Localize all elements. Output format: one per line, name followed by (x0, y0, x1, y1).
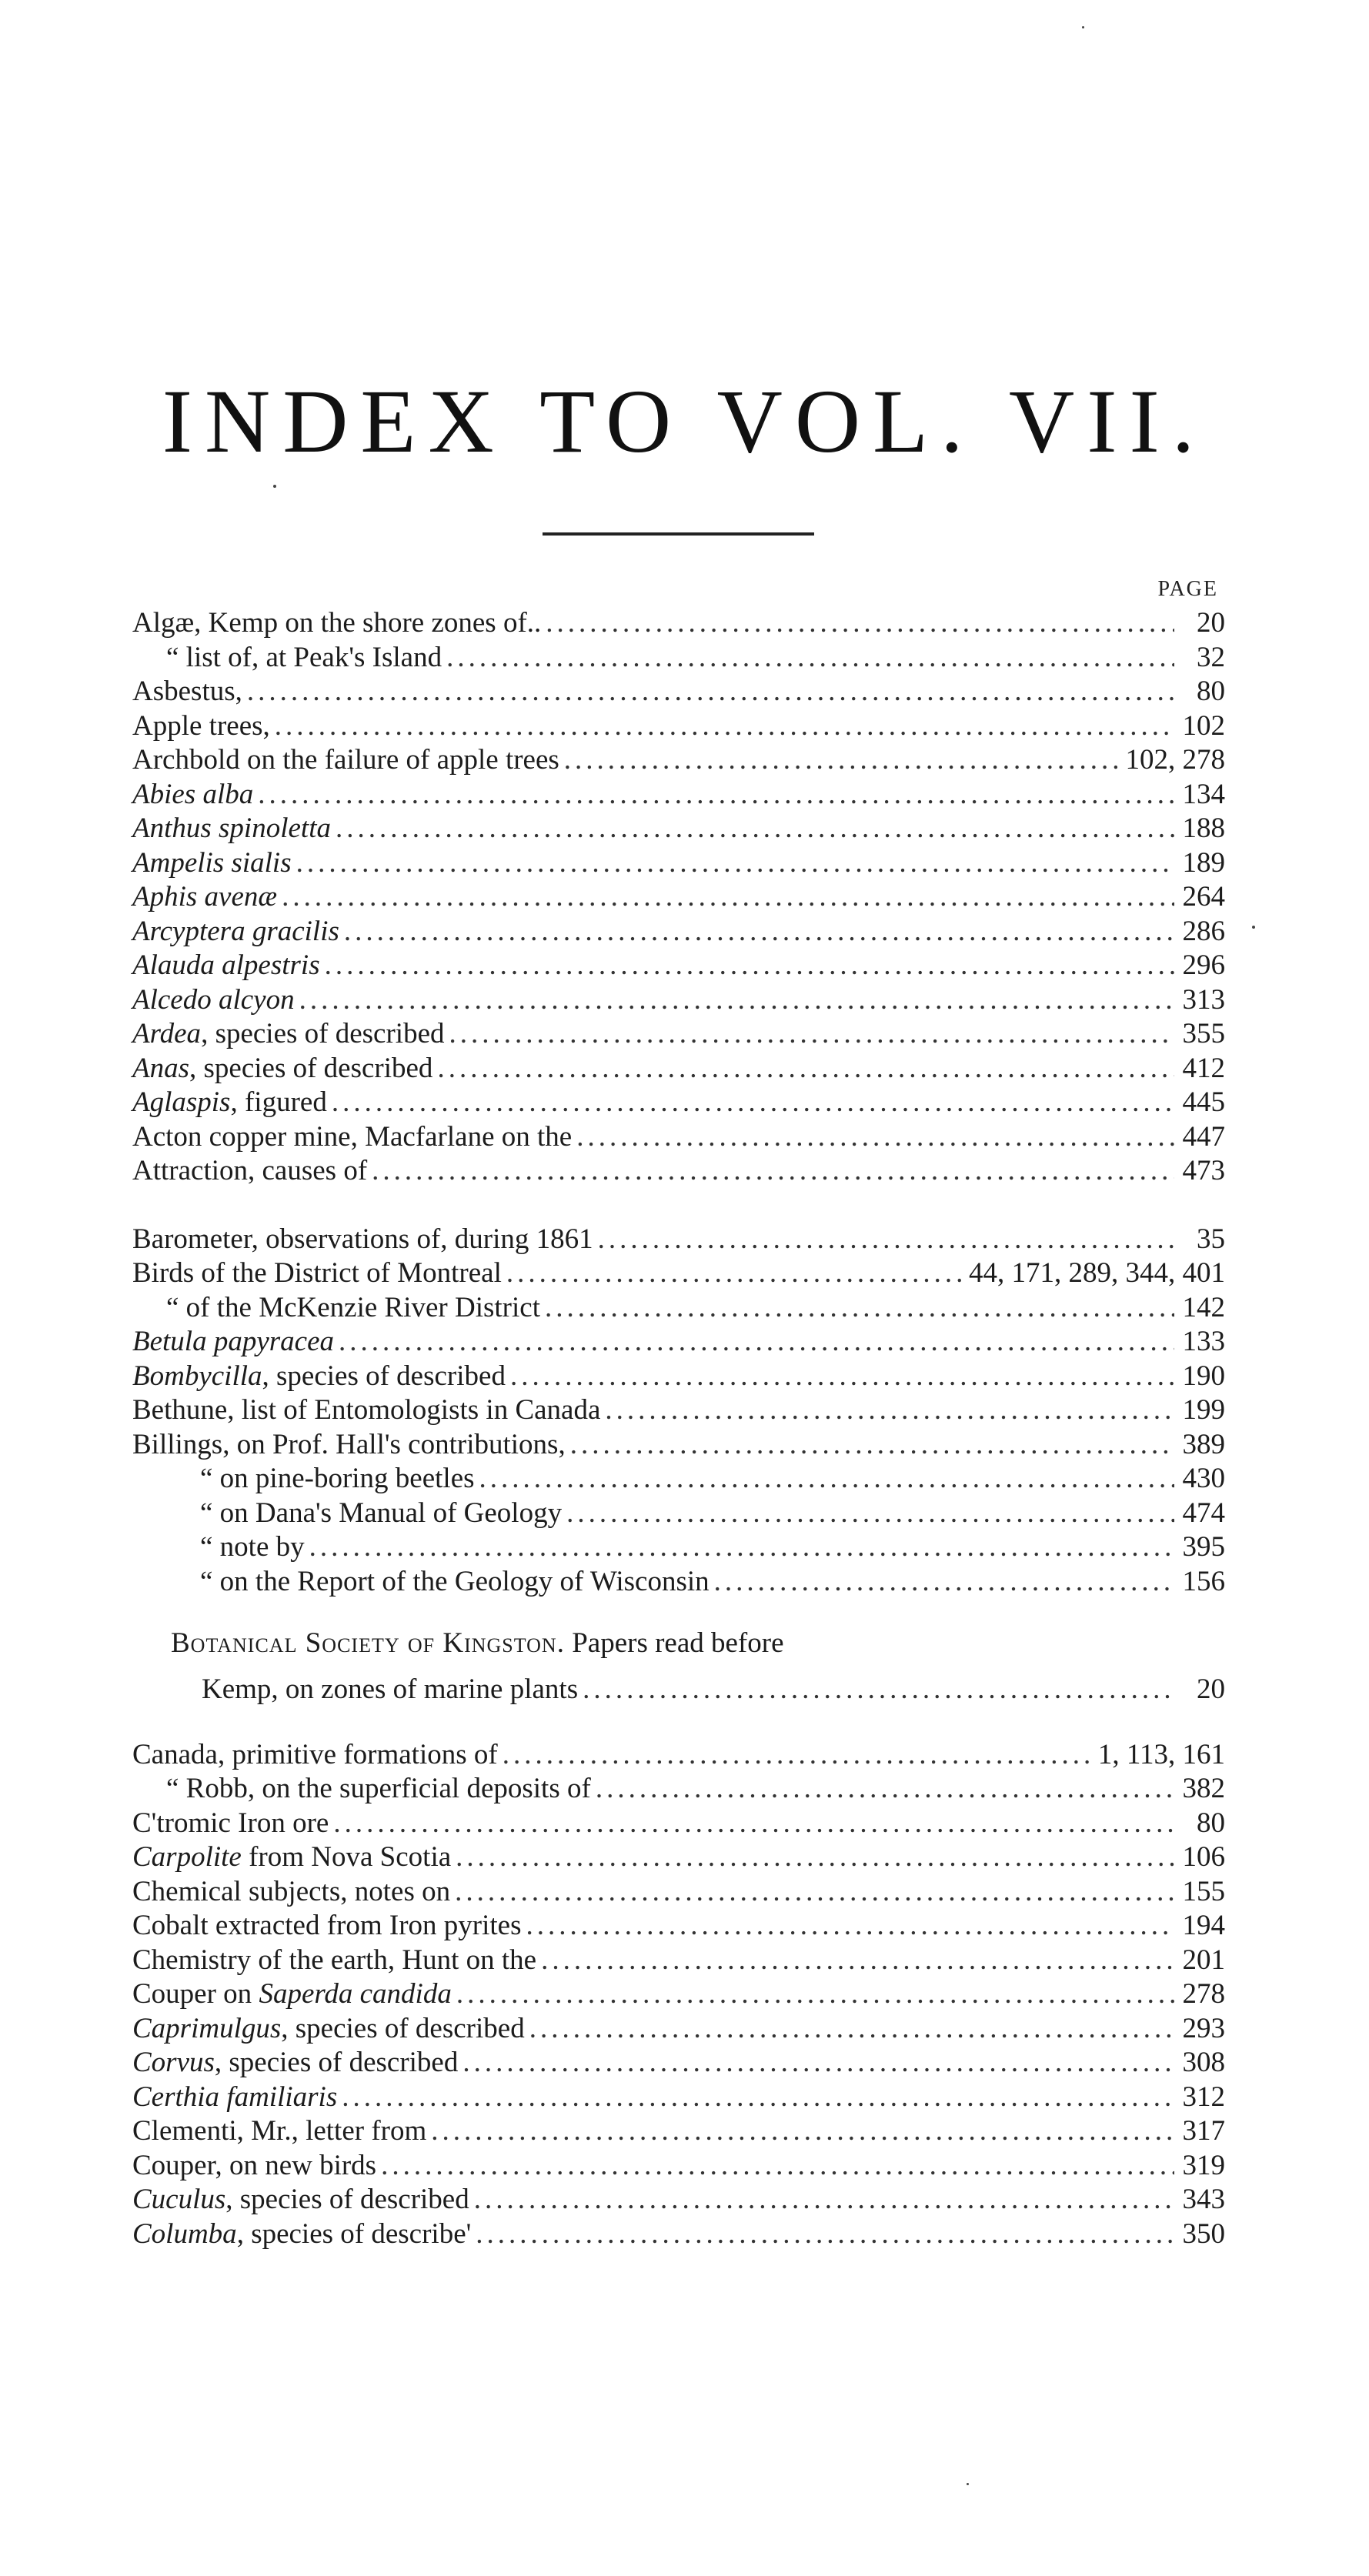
entry-pages: 189 (1182, 846, 1225, 879)
entry-label: Arcyptera gracilis (132, 915, 339, 947)
entry-pages: 312 (1182, 2080, 1225, 2113)
index-entry (132, 1256, 1225, 1291)
entry-pages: 412 (1182, 1052, 1225, 1084)
print-speck (1252, 926, 1255, 929)
entry-label (132, 1360, 506, 1394)
leader-dots (474, 2183, 1174, 2217)
entry-label: Alcedo alcyon (132, 983, 295, 1016)
entry-pages: 313 (1182, 983, 1225, 1016)
leader-dots (275, 709, 1174, 744)
entry-pages: 445 (1182, 1086, 1225, 1118)
entry-text: , species of described (214, 2047, 459, 2078)
index-entry (132, 1875, 1225, 1910)
entry-pages: 389 (1182, 1428, 1225, 1460)
entry-pages: 80 (1197, 1807, 1225, 1839)
leader-dots (456, 1977, 1174, 2012)
print-speck (273, 485, 276, 488)
index-entry (132, 1738, 1225, 1773)
botanical-society-block (132, 1627, 1225, 1707)
entry-label: C'tromic Iron ore (132, 1807, 329, 1839)
leader-dots (437, 1052, 1174, 1086)
leader-dots (372, 1154, 1174, 1189)
index-entry (132, 880, 1225, 915)
leader-dots (546, 606, 1174, 641)
entry-genus: Bombycilla (132, 1360, 262, 1392)
entry-pages: 296 (1182, 949, 1225, 981)
leader-dots (333, 1807, 1174, 1841)
entry-label (132, 2012, 525, 2047)
botanical-heading-name: Botanical Society of Kingston. (171, 1627, 565, 1659)
entry-label: Certhia familiaris (132, 2080, 338, 2113)
entry-pages: 102 (1182, 709, 1225, 742)
leader-dots (714, 1565, 1174, 1600)
index-entry (132, 1462, 1225, 1497)
index-entry (132, 2080, 1225, 2115)
entry-text: from Nova Scotia (241, 1841, 452, 1873)
leader-dots (299, 983, 1174, 1018)
leader-dots (529, 2012, 1174, 2047)
leader-dots (503, 1738, 1094, 1773)
leader-dots (566, 1497, 1174, 1531)
entry-genus: Anas (132, 1052, 189, 1084)
entry-pages: 35 (1197, 1223, 1225, 1255)
entry-text: , species of described (189, 1052, 433, 1084)
entry-label (132, 1840, 451, 1875)
entry-text: , species of describe' (236, 2217, 472, 2250)
index-entry (132, 915, 1225, 949)
leader-dots (336, 812, 1174, 846)
leader-dots (476, 2217, 1174, 2252)
entry-pages: 133 (1182, 1326, 1225, 1357)
leader-dots (332, 1086, 1174, 1120)
entry-genus: Caprimulgus (132, 2012, 282, 2044)
entry-pages: 80 (1197, 676, 1225, 707)
entry-pages: 194 (1182, 1910, 1225, 1941)
entry-label: Alauda alpestris (132, 949, 320, 981)
entry-pages: 1, 113, 161 (1097, 1738, 1225, 1770)
index-entry (132, 983, 1225, 1018)
index-entry (132, 1393, 1225, 1428)
index-entry (132, 1120, 1225, 1155)
entry-label (132, 1017, 445, 1052)
index-entry (132, 1909, 1225, 1944)
entry-label: Chemical subjects, notes on (132, 1875, 451, 1907)
index-entry (132, 709, 1225, 744)
leader-dots (282, 880, 1174, 915)
entry-label (132, 2183, 469, 2217)
index-entry (132, 1944, 1225, 1978)
entry-pages: 350 (1182, 2217, 1225, 2250)
index-entry (132, 641, 1225, 676)
leader-dots (598, 1223, 1174, 1257)
entry-pages: 286 (1182, 915, 1225, 947)
entry-label: Attraction, causes of (132, 1155, 368, 1186)
entry-label: Canada, primitive formations of (132, 1738, 498, 1770)
entry-label: “ of the McKenzie River District (166, 1291, 540, 1323)
entry-label: Birds of the District of Montreal (132, 1257, 502, 1289)
leader-dots (247, 675, 1174, 709)
leader-dots (576, 1120, 1174, 1155)
entry-pages: 134 (1182, 778, 1225, 810)
page-title: INDEX TO VOL. VII. (162, 371, 1207, 472)
entry-label: Acton copper mine, Macfarlane on the (132, 1120, 573, 1153)
index-entry (132, 1673, 1225, 1707)
entry-pages: 20 (1197, 607, 1225, 639)
leader-dots (258, 778, 1174, 813)
entry-label (132, 1977, 452, 2012)
entry-text: Couper on (132, 1978, 259, 2010)
index-entry (132, 949, 1225, 983)
leader-dots (446, 641, 1174, 676)
index-entry (132, 1154, 1225, 1189)
entry-label: Cobalt extracted from Iron pyrites (132, 1910, 522, 1941)
entry-pages: 474 (1182, 1497, 1225, 1529)
entry-label: Apple trees, (132, 709, 270, 742)
entry-pages: 32 (1197, 641, 1225, 673)
leader-dots (381, 2149, 1174, 2184)
entry-pages: 319 (1182, 2149, 1225, 2181)
entry-pages: 102, 278 (1125, 744, 1225, 776)
entry-pages: 156 (1182, 1565, 1225, 1597)
index-entry (132, 1530, 1225, 1565)
entry-genus: Corvus (132, 2047, 215, 2078)
entry-label: “ on Dana's Manual of Geology (200, 1497, 563, 1529)
entry-pages: 106 (1182, 1841, 1225, 1873)
index-section-a (132, 606, 1225, 1189)
entry-pages: 430 (1182, 1463, 1225, 1494)
entry-pages: 20 (1197, 1673, 1225, 1705)
entry-genus: Aglaspis (132, 1086, 231, 1118)
entry-label: “ list of, at Peak's Island (166, 641, 442, 673)
print-speck (967, 2483, 969, 2485)
index-entry (132, 1052, 1225, 1086)
index-entry (132, 2149, 1225, 2184)
index-entry (132, 1017, 1225, 1052)
entry-pages: 317 (1182, 2115, 1225, 2147)
entry-label: “ on the Report of the Geology of Wisconsin (200, 1565, 710, 1597)
index-entry (132, 778, 1225, 813)
entry-text: , species of described (225, 2184, 469, 2215)
entry-pages: 447 (1182, 1120, 1225, 1153)
entry-pages: 293 (1182, 2012, 1225, 2044)
entry-pages: 355 (1182, 1018, 1225, 1049)
entry-pages: 190 (1182, 1360, 1225, 1392)
entry-label: Bethune, list of Entomologists in Canada (132, 1394, 601, 1426)
index-entry (132, 1772, 1225, 1807)
entry-text: , figured (230, 1086, 327, 1118)
entry-genus: Columba (132, 2217, 237, 2250)
index-section-b (132, 1223, 1225, 1600)
entry-label: Anthus spinoletta (132, 813, 331, 844)
entry-label: Kemp, on zones of marine plants (202, 1673, 579, 1705)
entry-label: Betula papyracea (132, 1326, 334, 1357)
index-entry (132, 1428, 1225, 1463)
index-entry (132, 1086, 1225, 1120)
index-list (132, 606, 1225, 2251)
index-entry (132, 1325, 1225, 1360)
entry-label: Couper, on new birds (132, 2149, 377, 2181)
entry-pages: 264 (1182, 881, 1225, 913)
index-entry (132, 1840, 1225, 1875)
entry-genus: Ardea (132, 1018, 202, 1049)
leader-dots (506, 1256, 964, 1291)
entry-text: , species of described (262, 1360, 506, 1392)
leader-dots (605, 1393, 1174, 1428)
index-entry (132, 846, 1225, 881)
title-rule (543, 532, 814, 536)
entry-genus: Carpolite (132, 1841, 242, 1873)
leader-dots (449, 1017, 1175, 1052)
leader-dots (339, 1325, 1174, 1360)
index-entry (132, 2012, 1225, 2047)
entry-label: Archbold on the failure of apple trees (132, 744, 559, 776)
index-entry (132, 2183, 1225, 2217)
entry-pages: 308 (1182, 2047, 1225, 2078)
entry-pages: 278 (1182, 1978, 1225, 2010)
leader-dots (462, 2046, 1174, 2080)
leader-dots (325, 949, 1174, 983)
leader-dots (583, 1673, 1174, 1707)
leader-dots (541, 1944, 1174, 1978)
leader-dots (309, 1530, 1174, 1565)
leader-dots (342, 2080, 1174, 2115)
leader-dots (545, 1291, 1174, 1326)
entry-label: Aphis avenæ (132, 881, 278, 913)
leader-dots (596, 1772, 1174, 1807)
page-column-label: PAGE (1157, 577, 1218, 601)
entry-pages: 155 (1182, 1875, 1225, 1907)
leader-dots (510, 1360, 1174, 1394)
entry-text: , species of described (281, 2012, 525, 2044)
index-entry (132, 1497, 1225, 1531)
entry-species: Saperda candida (259, 1978, 452, 2010)
leader-dots (479, 1462, 1174, 1497)
index-entry (132, 606, 1225, 641)
index-entry (132, 675, 1225, 709)
index-entry (132, 1807, 1225, 1841)
leader-dots (455, 1875, 1174, 1910)
entry-pages: 44, 171, 289, 344, 401 (969, 1257, 1225, 1289)
index-entry (132, 1291, 1225, 1326)
index-entry (132, 1360, 1225, 1394)
index-entry (132, 1977, 1225, 2012)
entry-label: Algæ, Kemp on the shore zones of.. (132, 607, 542, 639)
entry-genus: Cuculus (132, 2184, 226, 2215)
leader-dots (431, 2114, 1174, 2149)
entry-label: Asbestus, (132, 676, 242, 707)
entry-label: Ampelis sialis (132, 846, 292, 879)
entry-pages: 473 (1182, 1155, 1225, 1186)
entry-label: “ Robb, on the superficial deposits of (166, 1773, 591, 1804)
index-entry (132, 1223, 1225, 1257)
entry-label: “ on pine-boring beetles (200, 1463, 475, 1494)
index-entry (132, 812, 1225, 846)
index-entry (132, 743, 1225, 778)
entry-label: Chemistry of the earth, Hunt on the (132, 1944, 537, 1976)
index-entry (132, 2046, 1225, 2080)
entry-label (132, 1052, 432, 1086)
entry-label: “ note by (200, 1531, 305, 1563)
entry-pages: 199 (1182, 1394, 1225, 1426)
entry-label (132, 2217, 471, 2252)
entry-label: Abies alba (132, 778, 254, 810)
entry-label: Barometer, observations of, during 1861 (132, 1223, 593, 1255)
entry-pages: 343 (1182, 2184, 1225, 2215)
entry-pages: 395 (1182, 1531, 1225, 1563)
entry-pages: 382 (1182, 1773, 1225, 1804)
index-entry (132, 1565, 1225, 1600)
leader-dots (564, 743, 1121, 778)
index-entry (132, 2217, 1225, 2252)
index-section-c (132, 1738, 1225, 2252)
entry-label: Clementi, Mr., letter from (132, 2115, 427, 2147)
entry-label (132, 1086, 327, 1120)
entry-label: Billings, on Prof. Hall's contributions, (132, 1428, 566, 1460)
leader-dots (344, 915, 1174, 949)
entry-label (132, 2046, 458, 2080)
leader-dots (570, 1428, 1174, 1463)
botanical-heading-rest: Papers read before (564, 1627, 784, 1659)
botanical-heading (132, 1627, 1225, 1673)
leader-dots (526, 1909, 1175, 1944)
leader-dots (456, 1840, 1174, 1875)
entry-pages: 142 (1182, 1291, 1225, 1323)
index-entry (132, 2114, 1225, 2149)
print-speck (1082, 26, 1084, 28)
entry-text: , species of described (201, 1018, 445, 1049)
entry-pages: 201 (1182, 1944, 1225, 1976)
entry-pages: 188 (1182, 813, 1225, 844)
leader-dots (296, 846, 1174, 881)
